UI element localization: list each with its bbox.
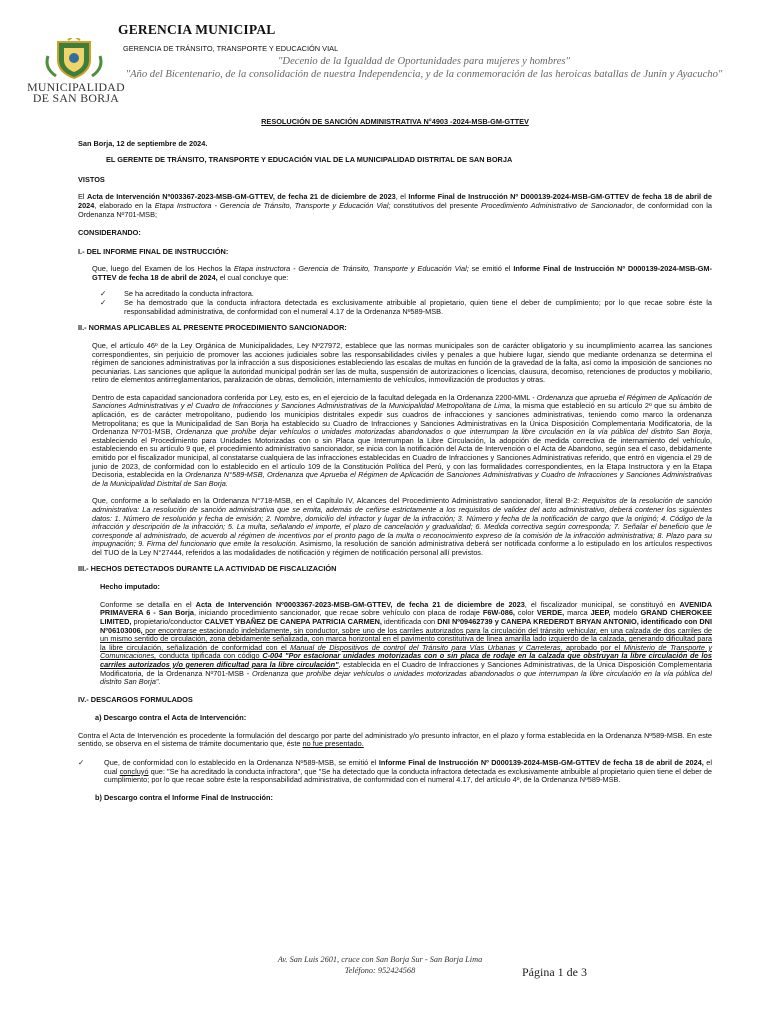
conclusion-item: ✓ Se ha demostrado que la conducta infractora detectada es exclusivamente atribuible al propietario, quien tiene el deber de cumplimiento; por lo que recae sobre éste la responsabilidad administrativa, de conformidad con el numeral 4.17 de la Ordenanza Nº589-MSB.: [100, 298, 712, 316]
footer-address: Av. San Luis 2601, cruce con San Borja Sur - San Borja Lima Teléfono: 952424568: [277, 955, 483, 975]
header-subtitle: GERENCIA DE TRÁNSITO, TRANSPORTE Y EDUCACIÓN VIAL: [123, 44, 339, 53]
section-2-paragraph-3: Que, conforme a lo señalado en la Ordenanza N°718-MSB, en el Capítulo IV, Alcances del Procedimiento Administrativo sancionador, literal B-2: Requisitos de la resolución de sanción administrativa: La resolución de sanción administrativa que se emita, además de ceñirse estrictamente a los requisitos de validez del acto administrativo, deberá contener los siguientes datos: 1. Número de resolución y fecha de emisión; 2. Nombre, domicilio del infractor y lugar de la infracción; 3. Número y fecha de la notificación de cargo que la originó; 4. Código de la infracción y descripción de la infracción; 5. La multa, señalando el importe, el plazo de cancelación y gradualidad; 6. Medida correctiva según corresponda; 7. Señalar el beneficio que le corresponde al administrado, de acuerdo al régimen de incentivos por el pronto pago de la multa o reconocimiento expreso de la comisión de la infracción administrativa; 8. Plazo para su impugnación; 9. Firma del funcionario que emite la resolución. Asimismo, la resolución de sanción administrativa deberá ser notificada conforme a lo estipulado en los artículos respectivos del TUO de la Ley N°27444, referidos a las modalidades de notificación y régimen de notificación personal allí previstos.: [92, 496, 713, 557]
section-2-paragraph-1: Que, el artículo 46º de la Ley Orgánica de Municipalidades, Ley Nº27972, establece que las normas municipales son de carácter obligatorio y su incumplimiento acarrea las sanciones correspondientes, sin perjuicio de promover las acciones judiciales sobre las responsabilidades civiles y penales a que hubiere lugar, siendo que mediante ordenanza se determina el régimen de sanciones administrativas por la infracción a sus disposiciones estableciendo las escalas de multas en función de la gravedad de la falta, así como la imposición de sanciones no pecuniarias. Las sanciones que aplique la autoridad municipal podrán ser las de multa, suspensión de autorizaciones o licencias, clausura, decomiso, retenciones de productos y mobiliario, retiro de elementos antirreglamentarios, paralización de obras, demolición, internamiento de vehículos, inmovilización de productos y otras.: [92, 340, 712, 385]
logo-wordmark: MUNICIPALIDAD DE SAN BORJA: [27, 80, 125, 105]
document-body: [78, 118, 712, 802]
considerando-heading: CONSIDERANDO:: [78, 228, 141, 238]
page-number: Página 1 de 3: [522, 965, 587, 979]
descargo-a-heading: a) Descargo contra el Acta de Intervención:: [95, 713, 247, 723]
vistos-paragraph: El Acta de Intervención Nº003367-2023-MSB-GM-GTTEV, de fecha 21 de diciembre de 2023, el Informe Final de Instrucción Nº D000139-2024-MSB-GM-GTTEV de fecha 18 de abril de 2024, elaborado en la Etapa Instructora - Gerencia de Tránsito, Transporte y Educación Vial; constitutivos del presente Procedimiento Administrativo de Sancionador, de conformidad con la Ordenanza Nº701-MSB;: [78, 192, 712, 219]
hecho-paragraph: Conforme se detalla en el Acta de Intervención Nº0003367-2023-MSB-GM-GTTEV, de fecha 21 de diciembre de 2023, el fiscalizador municipal, se constituyó en AVENIDA PRIMAVERA 6 - San Borja, iniciando procedimiento sancionador, que recae sobre vehículo con placa de rodaje F6W-086, color VERDE, marca JEEP, modelo GRAND CHEROKEE LIMITED, propietario/conductor CALVET YBAÑEZ DE CANEPA PATRICIA CARMEN, identificada con DNI Nº09462739 y CANEPA KREDERDT BRYAN ANTONIO, identificado con DNI Nº06103006, por encontrarse estacionado indebidamente, sin conductor, sobre uno de los carriles autorizados para la circulación del tránsito vehicular, en una calzada de dos carriles de un mismo sentido de circulación, zona debidamente señalizada, con marca horizontal en el pavimento constitutiva de línea amarilla lado izquierdo de la calzada, generando dificultad para la libre circulación, señalización de conformidad con el Manual de Dispositivos de control del Tránsito para Vías Urbanas y Carreteras, aprobado por el Ministerio de Transporte y Comunicaciones, conducta tipificada con código C-004 "Por estacionar unidades motorizadas con o sin placa de rodaje en la calzada que obstruyan la libre circulación de los carriles autorizados y/o generen dificultad para la libre circulación", establecida en el Cuadro de Infracciones y Sanciones Administrativas, de la Única Disposición Complementaria Modificatoria, de la Ordenanza Nº701-MSB - Ordenanza que prohíbe dejar vehículos o unidades motorizadas abandonados o que interrumpan la libre circulación en la vía pública del distrito San Borja".: [100, 599, 713, 687]
section-1-paragraph: Que, luego del Examen de los Hechos la Etapa instructora - Gerencia de Tránsito, Transporte y Educación Vial; se emitió el Informe Final de Instrucción Nº D000139-2024-MSB-GM-GTTEV de fecha 18 de abril de 2024, el cual concluye que:: [92, 264, 713, 282]
conclusion-item: ✓ Se ha acreditado la conducta infractora.: [100, 288, 254, 298]
section-1-heading: I.- DEL INFORME FINAL DE INSTRUCCIÓN:: [78, 246, 229, 256]
descargo-a-paragraph: Contra el Acta de Intervención es procedente la formulación del descargo por parte del administrado y/o presunto infractor, en el plazo y forma establecida en la Ordenanza Nº589-MSB. En este sentido, se observa en el sistema de trámite documentario que, éste no fue presentado.: [78, 730, 712, 749]
descargo-b-heading: b) Descargo contra el Informe Final de Instrucción:: [95, 792, 273, 802]
gerente-heading: EL GERENTE DE TRÁNSITO, TRANSPORTE Y EDUCACIÓN VIAL DE LA MUNICIPALIDAD DISTRITAL DE SAN BORJA: [106, 155, 513, 165]
checkmark-icon: ✓: [78, 758, 85, 768]
checkmark-icon: ✓: [100, 288, 107, 298]
section-2-paragraph-2: Dentro de esta capacidad sancionadora conferida por Ley, esto es, en el ejercicio de la facultad delegada en la Ordenanza 2200-MML - Ordenanza que aprueba el Régimen de Aplicación de Sanciones Administrativas y el Cuadro de Infracciones y Sanciones Administrativas de la Municipalidad Metropolitana de Lima, la misma que estableció en su artículo 2º que su ámbito de aplicación, es de carácter metropolitano, pudiendo los municipios distritales expedir sus cuadros de infracciones y sanciones administrativas, teniendo como marco la ordenanza Metropolitana; es que la Municipalidad de San Borja ha establecido su Cuadro de Infracciones y Sanciones Administrativas en la Única Disposición Complementaria Modificatoria, de la Ordenanza Nº701-MSB, Ordenanza que prohíbe dejar vehículos o unidades motorizadas abandonados o que interrumpan la libre circulación en la vía pública del distrito San Borja, estableciendo el Procedimiento para Unidades Motorizadas con o sin Placa que Interrumpan la Libre Circulación, la adopción de medida correctiva de internamiento del vehículo, estableciendo en su artículo 9 que, el procedimiento administrativo sancionador, se inicia con la notificación del Acta de Intervención o el Acta de Abandono, según sea el caso, debidamente emitido por el fiscalizador municipal, al constatarse cualquiera de las infracciones establecidas en Cuadro de Infracciones y Sanciones Administrativas referido, que entró en vigencia el 29 de junio de 2023, de conformidad con lo establecido en el artículo 109 de la Constitución Política del Perú, y con las formalidades correspondientes, en la Etapa Instructora y en la Etapa Decisoria, establecida en la Ordenanza N°589-MSB, Ordenanza que Aprueba el Régimen de Aplicación de Sanciones Administrativas y Cuadro de Infracciones y Sanciones Administrativas de la Municipalidad Distrital de San Borja.: [92, 392, 712, 488]
section-4-heading: IV.- DESCARGOS FORMULADOS: [78, 694, 193, 704]
section-3-heading: III.- HECHOS DETECTADOS DURANTE LA ACTIVIDAD DE FISCALIZACIÓN: [78, 563, 337, 573]
checkmark-icon: ✓: [100, 298, 107, 308]
header-slogans: "Decenio de la Igualdad de Oportunidades para mujeres y hombres" "Año del Bicentenario, de la consolidación de nuestra Independencia, y de la conmemoración de las heroicas batallas de Junín y Ayacucho": [125, 56, 723, 80]
header-title: GERENCIA MUNICIPAL: [118, 22, 276, 37]
section-2-heading: II.- NORMAS APLICABLES AL PRESENTE PROCEDIMIENTO SANCIONADOR:: [78, 323, 347, 333]
hecho-heading: Hecho imputado:: [100, 582, 160, 592]
resolution-title: RESOLUCIÓN DE SANCIÓN ADMINISTRATIVA N°4903 -2024-MSB-GM-GTTEV: [261, 117, 529, 126]
document-date: San Borja, 12 de septiembre de 2024.: [78, 138, 208, 148]
descargo-conclusion-item: ✓ Que, de conformidad con lo establecido en la Ordenanza Nº589-MSB, se emitió el Informe Final de Instrucción Nº D000139-2024-MSB-GM-GTTEV de fecha 18 de abril de 2024, el cual concluyó que: "Se ha acreditado la conducta infractora", que "Se ha detectado que la conducta infractora detectada es exclusivamente atribuible al propietario quien tiene el deber de cumplimiento; por lo que recae sobre éste la responsabilidad administrativa, de conformidad con el numeral 4.17, del artículo 4º, de la Ordenanza Nº589-MSB.: [78, 758, 712, 785]
vistos-heading: VISTOS: [78, 174, 105, 184]
